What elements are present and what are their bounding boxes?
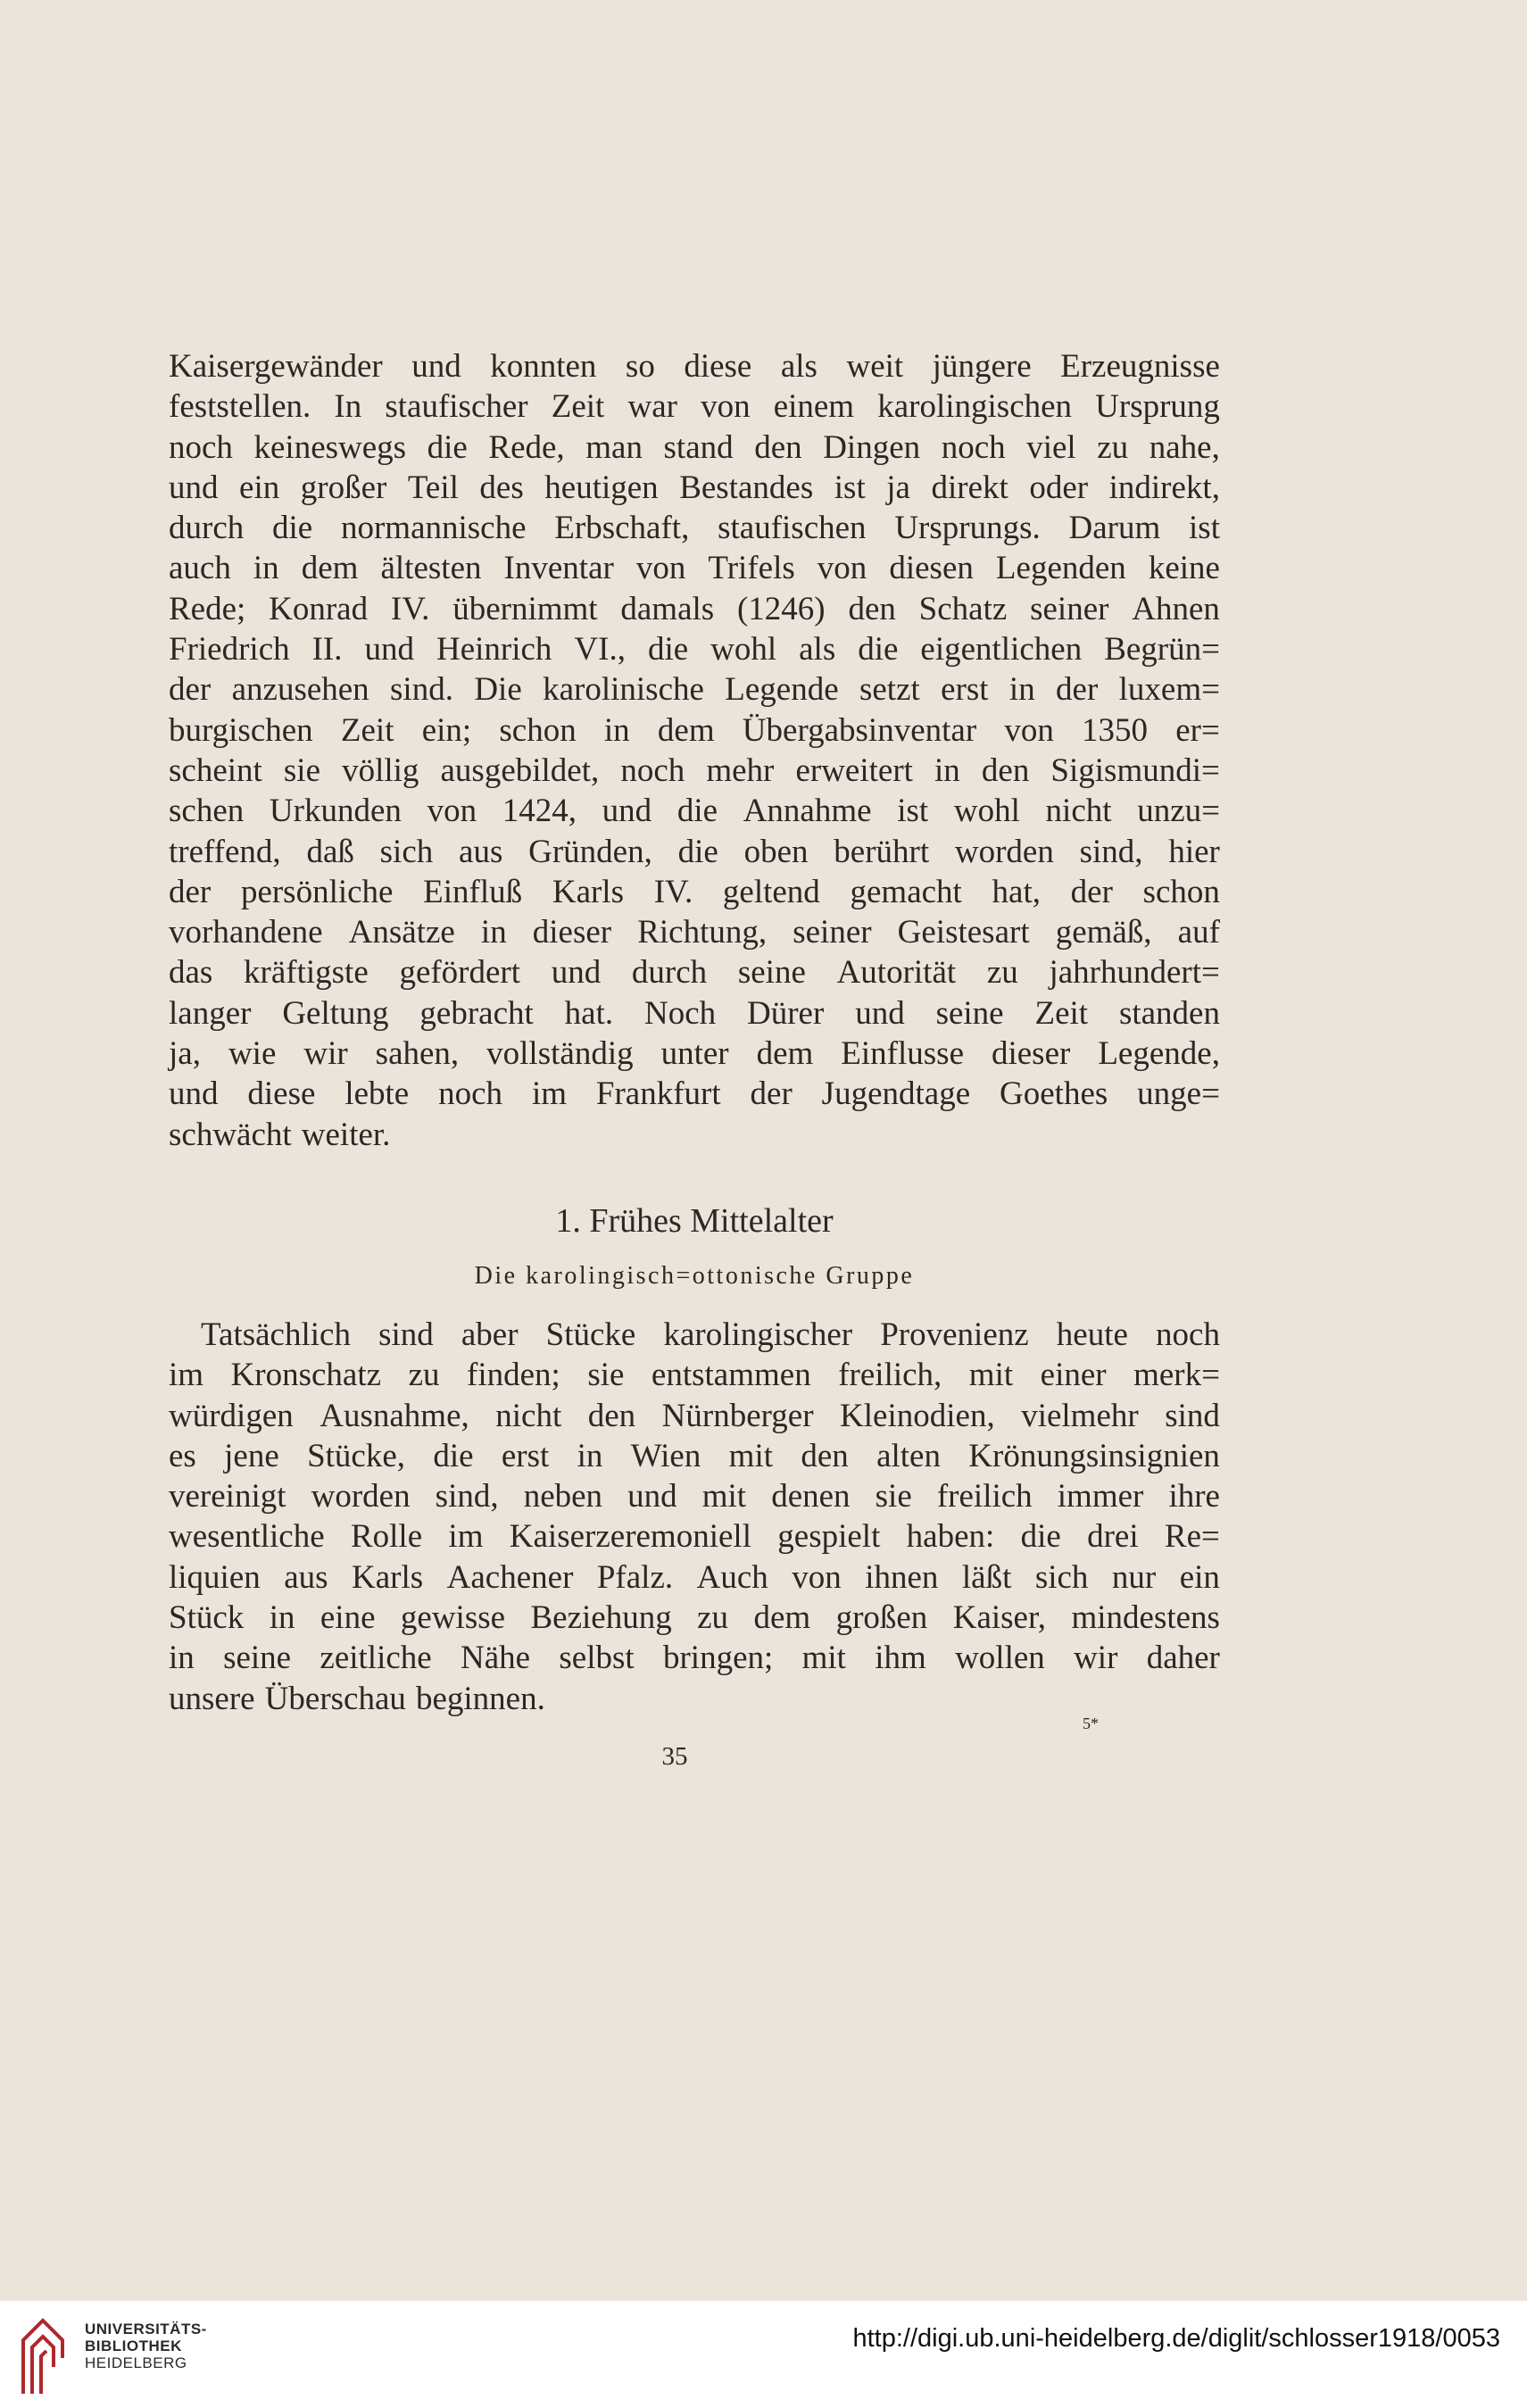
text-line: schen Urkunden von 1424, und die Annahme ist wohl nicht unzu=	[169, 793, 1220, 830]
text-line: scheint sie völlig ausgebildet, noch mehr erweitert in den Sigismundi=	[169, 751, 1220, 789]
page-number: 35	[661, 1742, 688, 1771]
text-line: Friedrich II. und Heinrich VI., die wohl als die eigentlichen Begrün=	[169, 631, 1220, 668]
text-line: unsere Überschau beginnen.	[169, 1680, 545, 1717]
text-line: im Kronschatz zu finden; sie entstammen freilich, mit einer merk=	[169, 1357, 1220, 1394]
text-line: noch keineswegs die Rede, man stand den Dingen noch viel zu nahe,	[169, 428, 1220, 466]
text-line: treffend, daß sich aus Gründen, die oben berührt worden sind, hier	[169, 833, 1220, 870]
library-name	[85, 2321, 207, 2371]
text-line: würdigen Ausnahme, nicht den Nürnberger Kleinodien, vielmehr sind	[169, 1397, 1220, 1434]
library-name-line-1: UNIVERSITÄTS-	[85, 2321, 207, 2337]
text-line: und diese lebte noch im Frankfurt der Jugendtage Goethes unge=	[169, 1075, 1220, 1113]
text-line: Stück in eine gewisse Beziehung zu dem großen Kaiser, mindestens	[169, 1599, 1220, 1637]
text-line: wesentliche Rolle im Kaiserzeremoniell gespielt haben: die drei Re=	[169, 1518, 1220, 1556]
text-line: vorhandene Ansätze in dieser Richtung, seiner Geistesart gemäß, auf	[169, 914, 1220, 951]
text-line: ja, wie wir sahen, vollständig unter dem Einflusse dieser Legende,	[169, 1035, 1220, 1073]
text-line: liquien aus Karls Aachener Pfalz. Auch von ihnen läßt sich nur ein	[169, 1558, 1220, 1596]
text-line: burgischen Zeit ein; schon in dem Übergabsinventar von 1350 er=	[169, 711, 1220, 749]
text-line: schwächt weiter.	[169, 1116, 391, 1153]
text-line: auch in dem ältesten Inventar von Trifels von diesen Legenden keine	[169, 550, 1220, 587]
text-line: der persönliche Einfluß Karls IV. geltend gemacht hat, der schon	[169, 873, 1220, 910]
printer-signature: 5*	[1083, 1715, 1099, 1732]
text-line: durch die normannische Erbschaft, staufischen Ursprungs. Darum ist	[169, 510, 1220, 547]
text-line: vereinigt worden sind, neben und mit denen sie freilich immer ihre	[169, 1478, 1220, 1515]
library-logo-icon	[16, 2304, 70, 2404]
text-line: Tatsächlich sind aber Stücke karolingischer Provenienz heute noch	[201, 1316, 1220, 1353]
paragraph-2	[169, 1315, 1220, 1719]
text-line: das kräftigste gefördert und durch seine Autorität zu jahrhundert=	[169, 954, 1220, 992]
text-line: in seine zeitliche Nähe selbst bringen; mit ihm wollen wir daher	[169, 1640, 1220, 1677]
paragraph-1	[169, 346, 1220, 1155]
text-line: feststellen. In staufischer Zeit war von einem karolingischen Ursprung	[169, 388, 1220, 426]
text-line: langer Geltung gebracht hat. Noch Dürer und seine Zeit standen	[169, 994, 1220, 1032]
text-line: und ein großer Teil des heutigen Bestandes ist ja direkt oder indirekt,	[169, 469, 1220, 506]
library-name-line-2: BIBLIOTHEK	[85, 2337, 182, 2354]
text-line: es jene Stücke, die erst in Wien mit den alten Krönungsinsignien	[169, 1437, 1220, 1474]
text-line: Kaisergewänder und konnten so diese als weit jüngere Erzeugnisse	[169, 348, 1220, 385]
library-name-line-3: HEIDELBERG	[85, 2354, 187, 2371]
text-line: der anzusehen sind. Die karolinische Legende setzt erst in der luxem=	[169, 671, 1220, 709]
section-heading: 1. Frühes Mittelalter	[555, 1202, 834, 1240]
footer-bar	[0, 2301, 1527, 2408]
source-url-link[interactable]: http://digi.ub.uni-heidelberg.de/diglit/schlosser1918/0053	[852, 2324, 1500, 2353]
section-subheading: Die karolingisch=ottonische Gruppe	[474, 1262, 915, 1290]
text-line: Rede; Konrad IV. übernimmt damals (1246) den Schatz seiner Ahnen	[169, 590, 1220, 627]
